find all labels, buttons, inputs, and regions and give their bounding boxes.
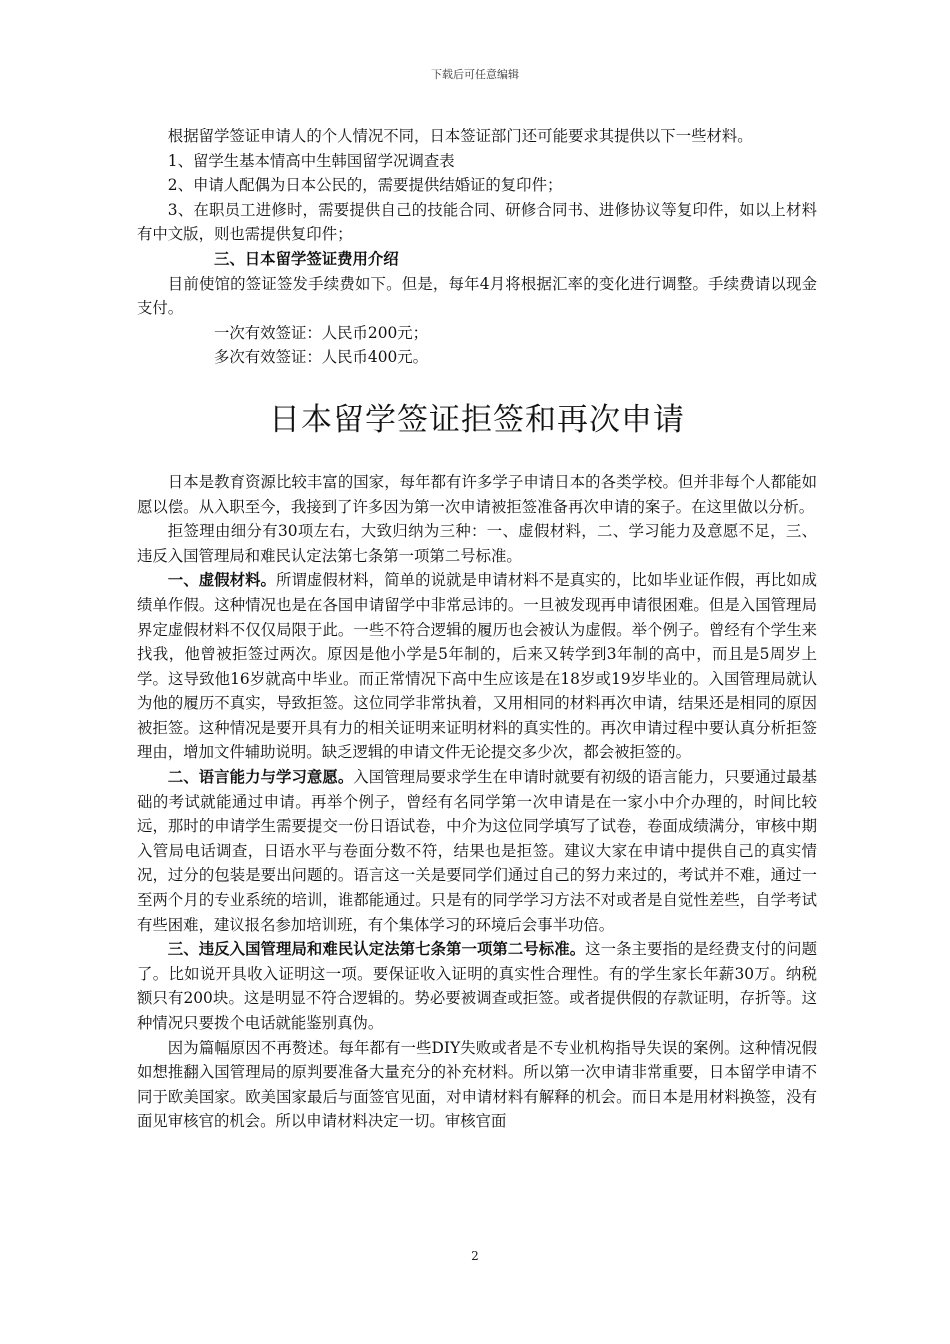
- page-number: 2: [471, 1249, 479, 1263]
- list-item: 2、申请人配偶为日本公民的，需要提供结婚证的复印件；: [167, 176, 563, 195]
- paragraph-text: 这一条主要指的是经费支付的问题了。比如说开具收入证明这一项。要保证收入证明的真实性合理性。有的学生家长年薪30万。纳税额只有200块。这是明显不符合逻辑的。势必要被调查或拒签。或者提供假的存款证明，存折等。这种情况只要拨个电话就能鉴别真伪。: [137, 940, 817, 1032]
- paragraph-text: 入国管理局要求学生在申请时就要有初级的语言能力，只要通过最基础的考试就能通过申请。再举个例子，曾经有名同学第一次申请是在一家小中介办理的，时间比较远，那时的申请学生需要提交一份日语试卷，中介为这位同学填写了试卷，卷面成绩满分，审核中期入管局电话调查，日语水平与卷面分数不符，结果也是拒签。建议大家在申请中提供自己的真实情况，过分的包装是要出问题的。语言这一关是要同学们通过自己的努力来过的，考试并不难，通过一至两个月的专业系统的培训，谁都能通过。只是有的同学学习方法不对或者是自觉性差些，自学考试有些困难，建议报名参加培训班，有个集体学习的环境后会事半功倍。: [137, 768, 817, 934]
- article-paragraph: 日本是教育资源比较丰富的国家，每年都有许多学子申请日本的各类学校。但并非每个人都能如愿以偿。从入职至今，我接到了许多因为第一次申请被拒签准备再次申请的案子。在这里做以分析。: [137, 472, 817, 516]
- paragraph-lead: 二、语言能力与学习意愿。: [167, 768, 354, 787]
- article-paragraph: [137, 568, 817, 765]
- article-paragraph: 因为篇幅原因不再赘述。每年都有一些DIY失败或者是不专业机构指导失误的案例。这种情况假如想推翻入国管理局的原判要准备大量充分的补充材料。所以第一次申请非常重要，日本留学申请不同于欧美国家。欧美国家最后与面签官见面，对申请材料有解释的机会。而日本是用材料换签，没有面见审核官的机会。所以申请材料决定一切。审核官面: [137, 1038, 817, 1131]
- list-item: 1、留学生基本情高中生韩国留学况调查表: [167, 151, 455, 170]
- article-title: 日本留学签证拒签和再次申请: [269, 401, 685, 438]
- paragraph-lead: 一、虚假材料。: [167, 571, 277, 590]
- article-paragraph: [137, 765, 817, 937]
- page-header: 下载后可任意编辑: [431, 68, 519, 81]
- section-heading: 三、日本留学签证费用介绍: [214, 249, 399, 268]
- document-body: [137, 124, 817, 1134]
- article-paragraph: [137, 937, 817, 1035]
- paragraph-lead: 三、违反入国管理局和难民认定法第七条第一项第二号标准。: [167, 940, 586, 959]
- fee-single: 一次有效签证：人民币200元；: [214, 323, 429, 342]
- fee-multiple: 多次有效签证：人民币400元。: [214, 348, 429, 367]
- paragraph-text: 所谓虚假材料，简单的说就是申请材料不是真实的，比如毕业证作假，再比如成绩单作假。这种情况也是在各国申请留学中非常忌讳的。一旦被发现再申请很困难。但是入国管理局界定虚假材料不仅仅局限于此。一些不符合逻辑的履历也会被认为虚假。举个例子。曾经有个学生来找我，他曾被拒签过两次。原因是他小学是5年制的，后来又转学到3年制的高中，而且是5周岁上学。这导致他16岁就高中毕业。而正常情况下高中生应该是在18岁或19岁毕业的。入国管理局就认为他的履历不真实，导致拒签。这位同学非常执着，又用相同的材料再次申请，结果还是相同的原因被拒签。这种情况是要开具有力的相关证明来证明材料的真实性的。再次申请过程中要认真分析拒签理由，增加文件辅助说明。缺乏逻辑的申请文件无论提交多少次，都会被拒签的。: [137, 571, 817, 762]
- intro-paragraph: 根据留学签证申请人的个人情况不同，日本签证部门还可能要求其提供以下一些材料。: [167, 127, 753, 145]
- list-item: 3、在职员工进修时，需要提供自己的技能合同、研修合同书、进修协议等复印件，如以上材料有中文版，则也需提供复印件；: [137, 200, 817, 244]
- fee-paragraph: 目前使馆的签证签发手续费如下。但是，每年4月将根据汇率的变化进行调整。手续费请以现金支付。: [137, 274, 817, 318]
- article-paragraph: 拒签理由细分有30项左右，大致归纳为三种：一、虚假材料，二、学习能力及意愿不足，三、违反入国管理局和难民认定法第七条第一项第二号标准。: [137, 522, 817, 565]
